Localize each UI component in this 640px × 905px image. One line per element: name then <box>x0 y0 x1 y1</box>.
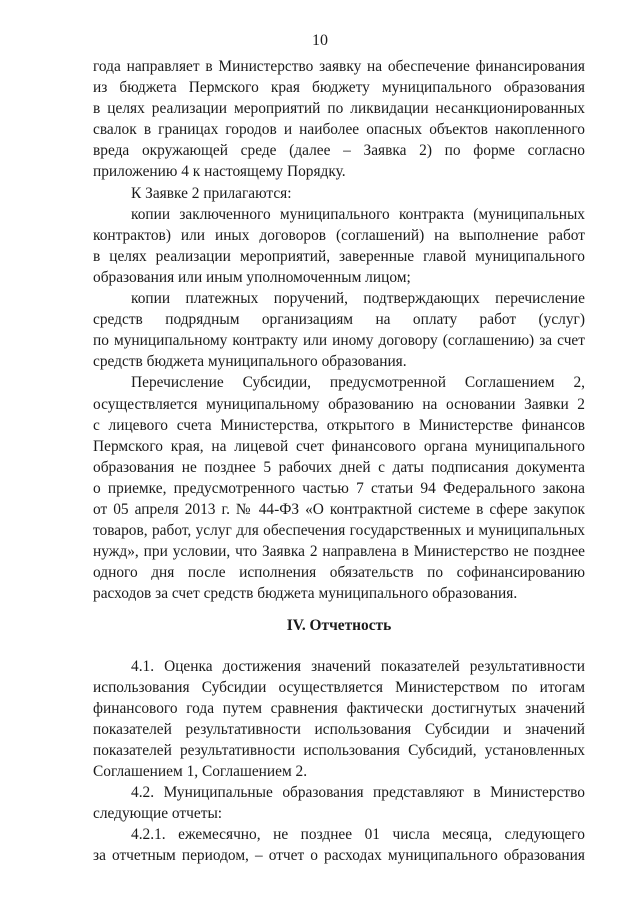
text-line: копии заключенного муниципального контракта (муниципальных <box>131 205 585 223</box>
text-line: следующие отчеты: <box>93 805 223 823</box>
text-line: товаров, работ, услуг для обеспечения государственных и муниципальных <box>93 522 585 540</box>
text-line: образования не позднее 5 рабочих дней с даты подписания документа <box>93 458 585 476</box>
text-line: о приемке, предусмотренного частью 7 статьи 94 Федерального закона <box>93 479 585 497</box>
text-line: 4.2.1. ежемесячно, не позднее 01 числа месяца, следующего <box>131 826 585 844</box>
text-line: финансового года путем сравнения фактически достигнутых значений <box>93 699 585 717</box>
text-line: копии платежных поручений, подтверждающих перечисление <box>131 290 585 308</box>
text-line: показателей результативности использования Субсидии и значений <box>93 720 585 738</box>
section-heading: IV. Отчетность <box>286 617 392 635</box>
text-line: расходов за счет средств бюджета муниципального образования. <box>93 585 518 603</box>
text-line: Перечисление Субсидии, предусмотренной Соглашением 2, <box>131 374 585 392</box>
text-line: К Заявке 2 прилагаются: <box>131 184 292 202</box>
text-line: от 05 апреля 2013 г. № 44-ФЗ «О контрактной системе в сфере закупок <box>93 500 585 518</box>
spacer <box>93 604 585 615</box>
text-line: за отчетным периодом, – отчет о расходах муниципального образования <box>93 847 585 865</box>
text-line: одного дня после исполнения обязательств по софинансированию <box>93 564 585 582</box>
text-line: Соглашением 1, Соглашением 2. <box>93 763 308 780</box>
text-line: осуществляется муниципальному образованию на основании Заявки 2 <box>93 395 585 413</box>
text-line: в целях реализации мероприятий по ликвидации несанкционированных <box>93 100 585 118</box>
spacer <box>93 637 585 656</box>
text-line: свалок в границах городов и наиболее опасных объектов накопленного <box>93 121 585 139</box>
page-number: 10 <box>312 32 328 49</box>
text-line: года направляет в Министерство заявку на обеспечение финансирования <box>93 58 585 75</box>
text-line: в целях реализации мероприятий, заверенные главой муниципального <box>93 247 585 265</box>
text-line: средств подрядным организациям на оплату работ (услуг) <box>93 311 585 329</box>
document-body <box>93 56 585 866</box>
text-line: вреда окружающей среде (далее – Заявка 2) по форме согласно <box>93 142 585 160</box>
text-line: с лицевого счета Министерства, открытого в Министерстве финансов <box>93 416 585 434</box>
text-line: из бюджета Пермского края бюджету муниципального образования <box>93 79 585 97</box>
text-line: 4.1. Оценка достижения значений показателей результативности <box>131 657 585 675</box>
text-line: 4.2. Муниципальные образования представляют в Министерство <box>131 784 585 802</box>
text-line: приложению 4 к настоящему Порядку. <box>93 163 346 181</box>
text-line: средств бюджета муниципального образования. <box>93 353 407 371</box>
text-line: нужд», при условии, что Заявка 2 направлена в Министерство не позднее <box>93 543 585 561</box>
text-line: образования или иным уполномоченным лицом; <box>93 268 411 286</box>
text-line: по муниципальному контракту или иному договору (соглашению) за счет <box>93 332 585 350</box>
text-line: использования Субсидии осуществляется Министерством по итогам <box>93 678 585 696</box>
text-line: Пермского края, на лицевой счет финансового органа муниципального <box>93 437 585 455</box>
text-line: контрактов) или иных договоров (соглашений) на выполнение работ <box>93 226 585 244</box>
text-line: показателей результативности использования Субсидий, установленных <box>93 741 585 759</box>
